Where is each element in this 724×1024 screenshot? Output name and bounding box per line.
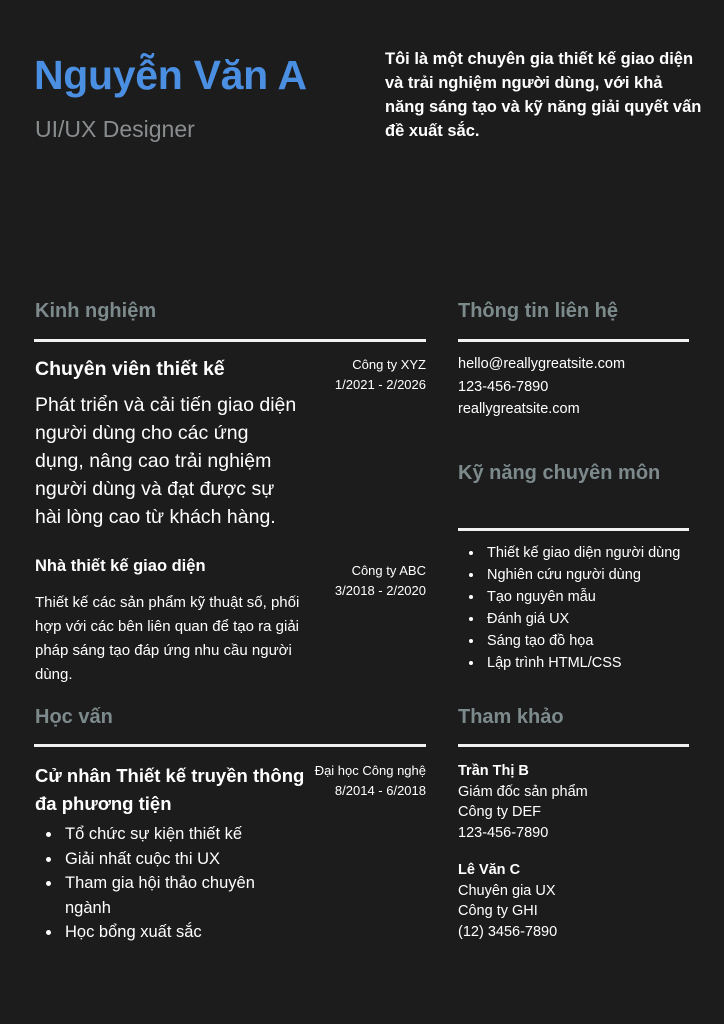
contact-heading: Thông tin liên hệ: [458, 300, 618, 322]
education-highlight: Học bổng xuất sắc: [38, 920, 278, 945]
education-highlight: Tham gia hội thảo chuyên ngành: [38, 871, 278, 920]
reference-position: Chuyên gia UX: [458, 882, 556, 899]
education-highlight: Giải nhất cuộc thi UX: [38, 847, 278, 872]
references-heading: Tham khảo: [458, 706, 564, 728]
contact-phone: 123-456-7890: [458, 378, 549, 395]
candidate-role: UI/UX Designer: [35, 116, 195, 142]
education-meta: [315, 761, 426, 801]
reference-name: Lê Văn C: [458, 862, 521, 878]
degree-title: Cử nhân Thiết kế truyền thông đa phương tiện: [35, 765, 305, 814]
contact-website[interactable]: reallygreatsite.com: [458, 401, 580, 417]
job-meta: [335, 355, 426, 395]
education-period: 8/2014 - 6/2018: [334, 783, 426, 798]
education-highlight: Tổ chức sự kiện thiết kế: [38, 822, 278, 847]
skill-item: Nghiên cứu người dùng: [460, 564, 710, 586]
job-company: Công ty XYZ: [352, 357, 426, 372]
reference-phone: 123-456-7890: [458, 824, 549, 841]
skill-item: Tạo nguyên mẫu: [460, 586, 710, 608]
skill-item: Lập trình HTML/CSS: [460, 652, 710, 674]
reference-phone: (12) 3456-7890: [458, 923, 558, 940]
reference-company: Công ty DEF: [458, 804, 541, 820]
reference-position: Giám đốc sản phẩm: [458, 783, 588, 800]
job-title: Nhà thiết kế giao diện: [35, 557, 206, 575]
job-description: Thiết kế các sản phẩm kỹ thuật số, phối hợp với các bên liên quan để tạo ra giải pháp sáng tạo đáp ứng nhu cầu người dùng.: [35, 594, 300, 683]
reference-item: [458, 761, 588, 843]
contact-details: [458, 353, 625, 421]
job-description: Phát triển và cải tiến giao diện người dùng cho các ứng dụng, nâng cao trải nghiệm người dùng và đạt được sự hài lòng cao từ khách hàng.: [35, 394, 297, 528]
job-company: Công ty ABC: [351, 563, 426, 578]
job-meta: [335, 561, 426, 601]
experience-heading: Kinh nghiệm: [35, 300, 157, 322]
job-title: Chuyên viên thiết kế: [35, 358, 225, 380]
reference-item: [458, 860, 557, 942]
candidate-name: Nguyễn Văn A: [34, 52, 307, 98]
references-divider: [458, 744, 689, 747]
skill-item: Đánh giá UX: [460, 608, 710, 630]
education-divider: [34, 744, 426, 747]
skills-divider: [458, 528, 689, 531]
skill-item: Thiết kế giao diện người dùng: [460, 542, 710, 564]
skill-item: Sáng tạo đồ họa: [460, 630, 710, 652]
contact-divider: [458, 339, 689, 342]
job-period: 3/2018 - 2/2020: [334, 583, 426, 598]
reference-company: Công ty GHI: [458, 903, 538, 919]
education-heading: Học vấn: [35, 706, 113, 728]
reference-name: Trần Thị B: [458, 763, 529, 779]
job-period: 1/2021 - 2/2026: [334, 377, 426, 392]
skills-list: [460, 542, 710, 674]
profile-summary: Tôi là một chuyên gia thiết kế giao diện và trải nghiệm người dùng, với khả năng sáng tạo và kỹ năng giải quyết vấn đề xuất sắc.: [385, 50, 702, 140]
skills-heading: Kỹ năng chuyên môn: [458, 462, 661, 484]
school-name: Đại học Công nghệ: [314, 763, 426, 778]
experience-divider: [34, 339, 426, 342]
contact-email[interactable]: hello@reallygreatsite.com: [458, 356, 626, 372]
education-highlights: [38, 822, 278, 945]
